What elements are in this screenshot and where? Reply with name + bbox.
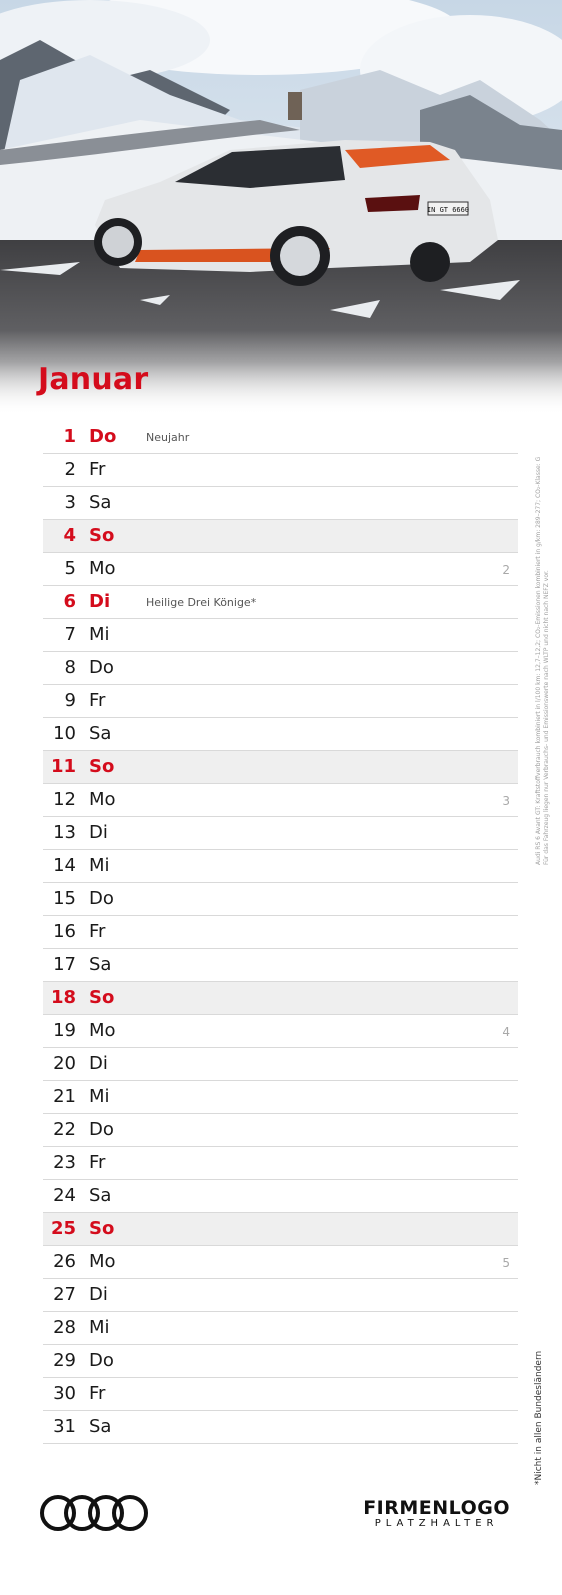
- day-number: 20: [53, 1053, 76, 1074]
- day-number: 6: [63, 591, 76, 612]
- calendar-week-number: 5: [502, 1256, 510, 1270]
- day-number: 19: [53, 1020, 76, 1041]
- day-row: [43, 784, 518, 817]
- day-number: 23: [53, 1152, 76, 1173]
- day-row: [43, 1213, 518, 1246]
- weekday: Mo: [89, 789, 116, 810]
- day-number: 5: [64, 558, 76, 579]
- day-note: Neujahr: [146, 431, 190, 444]
- day-number: 24: [53, 1185, 76, 1206]
- day-row: [43, 883, 518, 916]
- weekday: Fr: [89, 1383, 106, 1404]
- license-plate: IN GT 6660: [426, 206, 470, 214]
- day-number: 17: [53, 954, 76, 975]
- weekday: Fr: [89, 921, 106, 942]
- day-number: 25: [50, 1218, 76, 1239]
- hero-photo: [0, 0, 562, 415]
- day-row: [43, 520, 518, 553]
- day-row: [43, 685, 518, 718]
- day-number: 3: [64, 492, 76, 513]
- weekday: Do: [89, 1350, 114, 1371]
- day-row: [43, 1180, 518, 1213]
- day-row: [43, 1048, 518, 1081]
- day-row: [43, 652, 518, 685]
- day-row: [43, 1015, 518, 1048]
- weekday: So: [89, 756, 115, 777]
- day-row: [43, 850, 518, 883]
- firm-logo-line-1: FIRMENLOGO: [363, 1497, 510, 1519]
- weekday: Mo: [89, 1251, 116, 1272]
- day-row: [43, 817, 518, 850]
- day-number: 4: [63, 525, 76, 546]
- day-number: 29: [53, 1350, 76, 1371]
- day-number: 12: [53, 789, 76, 810]
- day-row: [43, 718, 518, 751]
- day-number: 1: [63, 426, 76, 447]
- day-row: [43, 586, 518, 619]
- weekday: Fr: [89, 690, 106, 711]
- calendar-week-number: 3: [502, 794, 510, 808]
- day-row: [43, 1312, 518, 1345]
- day-row: [43, 949, 518, 982]
- day-row: [43, 1114, 518, 1147]
- weekday: Di: [89, 1284, 108, 1305]
- company-logo-placeholder: [363, 1497, 510, 1529]
- weekday: Do: [89, 657, 114, 678]
- firm-logo-line-2: PLATZHALTER: [374, 1518, 499, 1529]
- day-note: Heilige Drei Könige*: [146, 596, 257, 609]
- day-number: 31: [53, 1416, 76, 1437]
- weekday: Sa: [89, 723, 112, 744]
- day-number: 2: [64, 459, 76, 480]
- day-row: [43, 1411, 518, 1444]
- day-row: [43, 916, 518, 949]
- weekday: So: [89, 1218, 115, 1239]
- day-number: 9: [64, 690, 76, 711]
- weekday: Mo: [89, 1020, 116, 1041]
- day-number: 28: [53, 1317, 76, 1338]
- calendar-week-number: 4: [502, 1025, 510, 1039]
- weekday: Mo: [89, 558, 116, 579]
- weekday: Mi: [89, 855, 110, 876]
- day-row: [43, 982, 518, 1015]
- day-number: 26: [53, 1251, 76, 1272]
- weekday: Mi: [89, 1317, 110, 1338]
- weekday: Sa: [89, 1416, 112, 1437]
- day-row: [43, 751, 518, 784]
- weekday: Sa: [89, 954, 112, 975]
- weekday: Do: [89, 426, 117, 447]
- day-row: [43, 619, 518, 652]
- weekday: Do: [89, 888, 114, 909]
- weekday: Mi: [89, 624, 110, 645]
- day-number: 15: [53, 888, 76, 909]
- calendar-grid: [43, 421, 518, 1444]
- disclaimer-line-1: Audi RS 6 Avant GT: Kraftstoffverbrauch kombiniert in l/100 km: 12,7–12,2; CO₂-Emissionen kombiniert in g/km: 289–277; CO₂-Klasse: G: [535, 456, 542, 865]
- calendar-week-number: 2: [502, 563, 510, 577]
- day-number: 30: [53, 1383, 76, 1404]
- day-row: [43, 454, 518, 487]
- day-number: 8: [64, 657, 76, 678]
- disclaimer-line-2: Für das Fahrzeug liegen nur Verbrauchs- und Emissionswerte nach WLTP und nicht nach NEFZ vor.: [543, 570, 550, 865]
- day-row: [43, 1246, 518, 1279]
- holiday-footnote: *Nicht in allen Bundesländern: [534, 1350, 544, 1485]
- day-row: [43, 1378, 518, 1411]
- car-in-snowy-mountains-photo: [0, 0, 562, 415]
- day-number: 16: [53, 921, 76, 942]
- month-title: Januar: [38, 362, 149, 397]
- day-row: [43, 1345, 518, 1378]
- day-row: [43, 553, 518, 586]
- day-row: [43, 487, 518, 520]
- weekday: Di: [89, 591, 111, 612]
- weekday: Sa: [89, 1185, 112, 1206]
- day-number: 7: [64, 624, 76, 645]
- weekday: So: [89, 525, 115, 546]
- day-number: 14: [53, 855, 76, 876]
- day-number: 21: [53, 1086, 76, 1107]
- weekday: Di: [89, 1053, 108, 1074]
- weekday: Mi: [89, 1086, 110, 1107]
- weekday: Do: [89, 1119, 114, 1140]
- day-row: [43, 1147, 518, 1180]
- day-number: 10: [53, 723, 76, 744]
- day-row: [43, 1279, 518, 1312]
- day-number: 27: [53, 1284, 76, 1305]
- day-number: 22: [53, 1119, 76, 1140]
- weekday: Fr: [89, 459, 106, 480]
- day-number: 11: [50, 756, 76, 777]
- weekday: Fr: [89, 1152, 106, 1173]
- weekday: Sa: [89, 492, 112, 513]
- weekday: Di: [89, 822, 108, 843]
- day-number: 18: [50, 987, 76, 1008]
- day-number: 13: [53, 822, 76, 843]
- day-row: [43, 421, 518, 454]
- emissions-disclaimer: [535, 425, 551, 865]
- weekday: So: [89, 987, 115, 1008]
- four-rings-logo: [38, 1492, 150, 1538]
- day-row: [43, 1081, 518, 1114]
